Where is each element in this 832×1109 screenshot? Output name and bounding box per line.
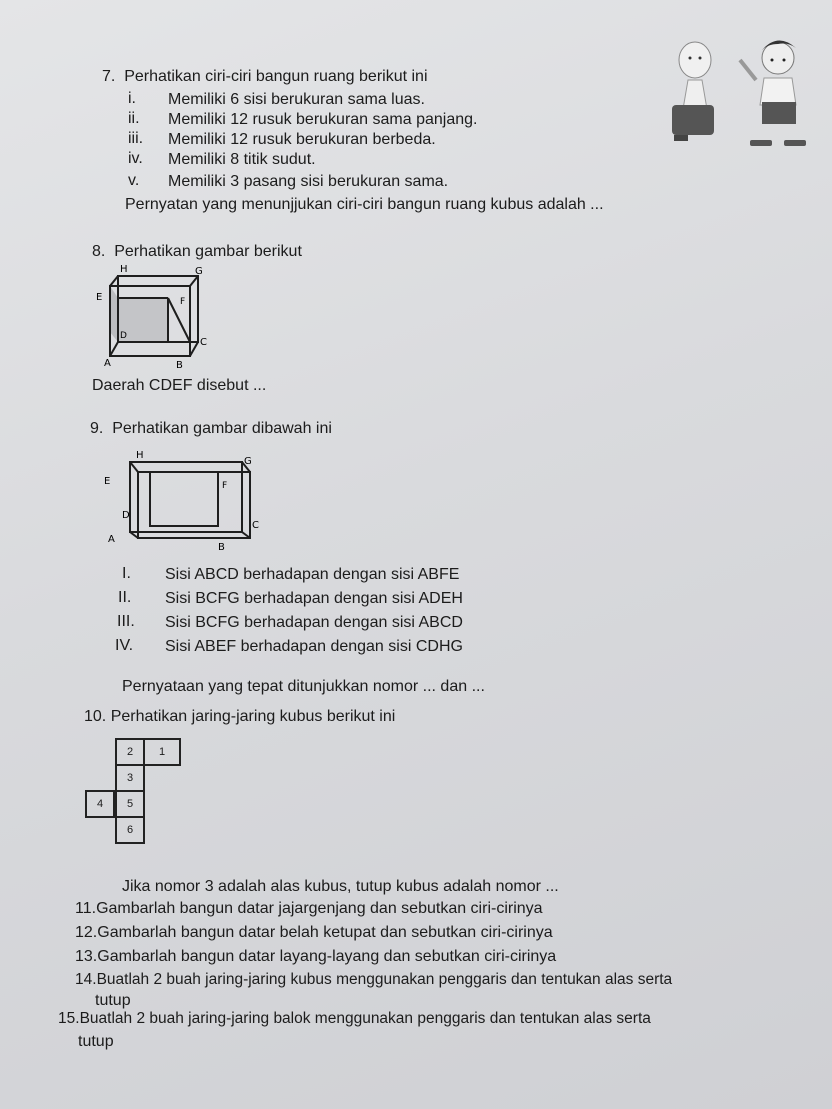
q7-stem: 7. Perhatikan ciri-ciri bangun ruang berikut ini (102, 68, 428, 85)
q7-item-4-num: iv. (128, 150, 143, 167)
q9-item-1: Sisi ABCD berhadapan dengan sisi ABFE (165, 566, 460, 583)
q9-item-2: Sisi BCFG berhadapan dengan sisi ADEH (165, 590, 463, 607)
q7-question: Pernyatan yang menunjjukan ciri-ciri bangun ruang kubus adalah ... (125, 196, 604, 213)
q9-item-3: Sisi BCFG berhadapan dengan sisi ABCD (165, 614, 463, 631)
q10-question: Jika nomor 3 adalah alas kubus, tutup kubus adalah nomor ... (122, 878, 559, 895)
q7-item-5-num: v. (128, 172, 140, 189)
q8-label-f: F (180, 297, 186, 307)
net-cell-1: 1 (143, 738, 181, 766)
q8-label-c: C (200, 337, 207, 348)
q8-label-h: H (120, 264, 128, 275)
q9-label-g: G (244, 456, 252, 467)
q13: 13.Gambarlah bangun datar layang-layang dan sebutkan ciri-cirinya (75, 948, 557, 965)
students-illustration (660, 20, 830, 160)
q14: 14.Buatlah 2 buah jaring-jaring kubus menggunakan penggaris dan tentukan alas serta (75, 971, 673, 988)
q8-question: Daerah CDEF disebut ... (92, 377, 267, 394)
q9-item-1-num: I. (122, 565, 131, 582)
q7-item-2: Memiliki 12 rusuk berukuran sama panjang. (168, 111, 478, 128)
q7-item-3-num: iii. (128, 130, 144, 147)
q9-item-4-num: IV. (115, 637, 134, 654)
q9-label-d: D (122, 510, 130, 521)
q9-label-b: B (218, 542, 225, 553)
net-cell-4: 4 (85, 790, 115, 818)
q8-label-a: A (104, 358, 111, 369)
q9-label-a: A (108, 534, 115, 545)
q15: 15.Buatlah 2 buah jaring-jaring balok menggunakan penggaris dan tentukan alas serta (58, 1010, 651, 1027)
q7-item-1-num: i. (128, 90, 136, 107)
q8-label-g: G (195, 266, 203, 277)
q7-item-2-num: ii. (128, 110, 140, 127)
net-cell-6: 6 (115, 816, 145, 844)
net-cell-3: 3 (115, 764, 145, 792)
q11: 11.Gambarlah bangun datar jajargenjang dan sebutkan ciri-cirinya (75, 900, 543, 917)
q9-question: Pernyataan yang tepat ditunjukkan nomor ... dan ... (122, 678, 485, 695)
q9-item-3-num: III. (117, 613, 135, 630)
q7-item-4: Memiliki 8 titik sudut. (168, 151, 316, 168)
q7-item-3: Memiliki 12 rusuk berukuran berbeda. (168, 131, 436, 148)
q14-continuation: tutup (95, 992, 131, 1009)
q9-label-c: C (252, 520, 259, 531)
q9-cuboid-figure (100, 448, 270, 558)
q10-stem: 10. Perhatikan jaring-jaring kubus berikut ini (84, 708, 396, 725)
q9-label-e: E (104, 476, 111, 487)
q8-stem: 8. Perhatikan gambar berikut (92, 243, 302, 260)
net-cell-2: 2 (115, 738, 145, 766)
q9-label-h: H (136, 450, 144, 461)
q9-stem: 9. Perhatikan gambar dibawah ini (90, 420, 332, 437)
q9-item-2-num: II. (118, 589, 132, 606)
q7-item-1: Memiliki 6 sisi berukuran sama luas. (168, 91, 425, 108)
q8-label-e: E (96, 292, 103, 303)
q7-item-5: Memiliki 3 pasang sisi berukuran sama. (168, 173, 449, 190)
net-cell-5: 5 (115, 790, 145, 818)
q8-label-b: B (176, 360, 183, 370)
q8-cube-figure (90, 260, 220, 370)
q15-continuation: tutup (78, 1033, 114, 1050)
q12: 12.Gambarlah bangun datar belah ketupat dan sebutkan ciri-cirinya (75, 924, 553, 941)
q9-label-f: F (222, 481, 228, 491)
q9-item-4: Sisi ABEF berhadapan dengan sisi CDHG (165, 638, 463, 655)
q8-label-d: D (120, 331, 127, 341)
